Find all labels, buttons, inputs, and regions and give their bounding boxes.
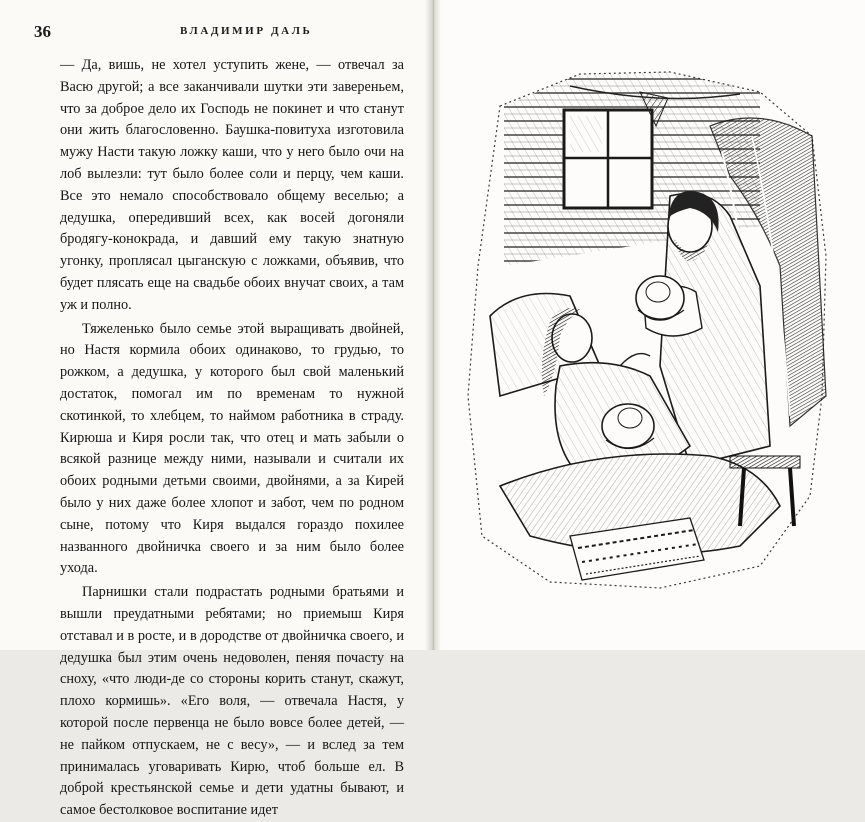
illustration-svg bbox=[460, 66, 830, 590]
left-page bbox=[0, 0, 431, 819]
engraving-illustration bbox=[460, 66, 830, 590]
book-gutter bbox=[425, 0, 441, 650]
baby-lap bbox=[602, 404, 654, 449]
running-head: ВЛАДИМИР ДАЛЬ bbox=[180, 25, 313, 37]
page-number: 36 bbox=[34, 22, 51, 41]
paragraph-3: Парнишки стали подрастать родными братьями и вышли преудатными ребятами; но приемыш Киря отставал и в росте, и в дородстве от двойничка своего, и дедушка был этим очень недоволен, пеняя почасту на сноху, «что люди-де со стороны корить станут, скажут, плохо кормишь». «Его воля, — отвечала Настя, у которой после первенца не было вовсе более детей, — не пайком отпускаем, не с весу», — и вслед за тем принималась уговаривать Кирю, чтоб больше ел. В доброй крестьянской семье и дети удатны бывают, и самое бестолковое воспитание идет bbox=[60, 584, 404, 819]
paragraph-2: Тяжеленько было семье этой выращивать двойней, но Настя кормила обоих одинаково, то грудью, то рожком, а дедушка, у которого был свой маленький достаток, помогал им по временам то нужной скотинкой, то хлебцем, то наймом работника в страду. Кирюша и Киря росли так, что отец и мать забыли о всякой разнице между ними, называли и считали их обоих родными детьми своими, двойнями, а за Кирей было у них даже более хлопот и забот, чем по родном сыне, потому что Киря выдался гораздо похилее названного двойничка своего и за ним было более ухода. bbox=[60, 320, 404, 577]
paragraph-1: — Да, вишь, не хотел уступить жене, — отвечал за Васю другой; а все заканчивали шутки эти завереньем, что за доброе дело их Господь не покинет и что станут они жить благословенно. Баушка-повитуха изготовила мужу Насти такую ложку каши, что у него было очи на лоб вылезли: тут было более соли и перцу, чем каши. Все это немало способствовало общему веселью; а дедушка, опередивший всех, как восей догоняли бродягу-конокрада, и давший ему такую знатную угонку, проплясал цыганскую с ложками, объявив, что будет плясать еще на свадьбе обоих внучат своих, а там уж и полно. bbox=[60, 57, 404, 313]
stool bbox=[730, 456, 800, 468]
page-header bbox=[34, 22, 406, 42]
body-text bbox=[60, 55, 404, 822]
baby-held bbox=[636, 276, 684, 320]
